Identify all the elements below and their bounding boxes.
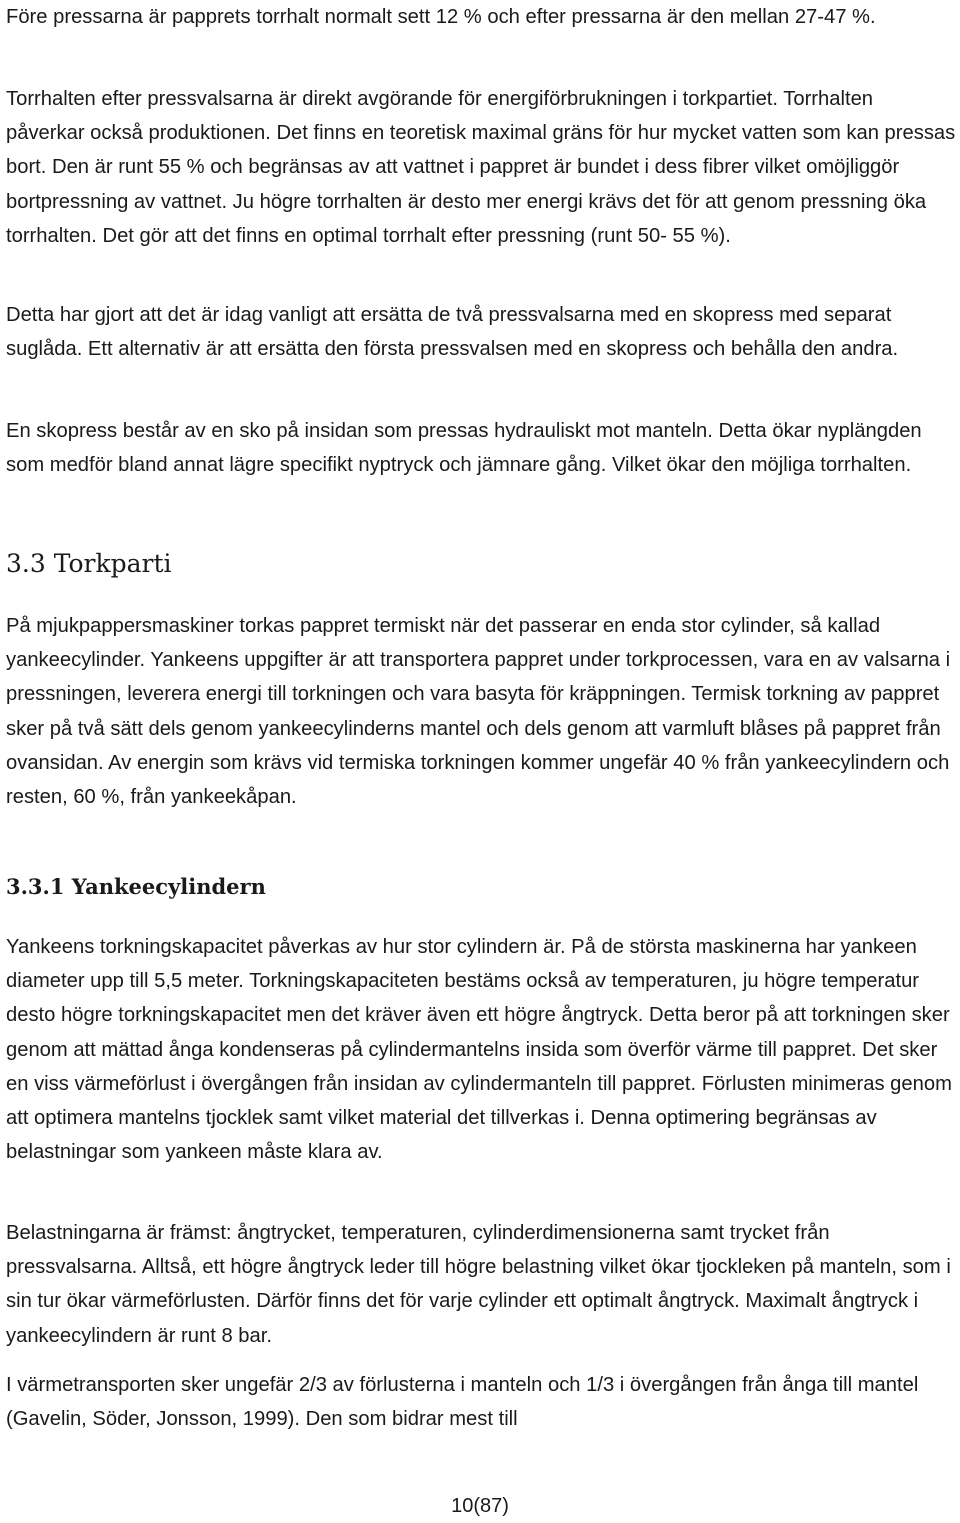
paragraph-shoe-press-replacement: Detta har gjort att det är idag vanligt att ersätta de två pressvalsarna med en skopress med separat suglåda. Ett alternativ är att ersätta den första pressvalsen med en skopress och behålla den andra.: [6, 304, 899, 361]
paragraph-shoe-press-description: En skopress består av en sko på insidan som pressas hydrauliskt mot manteln. Detta ökar nyplängden som medför bland annat lägre specifikt nyptryck och jämnare gång. Vilket ökar den möjliga torrhalten.: [6, 420, 922, 477]
paragraph-yankee-drying: På mjukpappersmaskiner torkas pappret termiskt när det passerar en enda stor cylinder, så kallad yankeecylinder. Yankeens uppgifter är att transportera pappret under torkprocessen, vara en av valsarna i pressningen, leverera energi till torkningen och vara basyta för kräppningen. Termisk torkning av pappret sker på två sätt dels genom yankeecylinderns mantel och dels genom att varmluft blåses på pappret från ovansidan. Av energin som krävs vid termiska torkningen kommer ungefär 40 % från yankeecylindern och resten, 60 %, från yankeekåpan.: [6, 615, 951, 809]
paragraph-heat-transport: I värmetransporten sker ungefär 2/3 av förlusterna i manteln och 1/3 i övergången från ånga till mantel (Gavelin, Söder, Jonsson, 1999). Den som bidrar mest till: [6, 1374, 919, 1431]
paragraph-yankee-capacity: Yankeens torkningskapacitet påverkas av hur stor cylindern är. På de största maskinerna har yankeen diameter upp till 5,5 meter. Torkningskapaciteten bestäms också av temperaturen, ju högre temperatur desto högre torkningskapacitet men det kräver även ett högre ångtryck. Detta beror på att torkningen sker genom att mättad ånga kondenseras på cylindermantelns insida som överför värme till pappret. Det sker en viss värmeförlust i övergången från insidan av cylindermanteln till pappret. Förlusten minimeras genom att optimera mantelns tjocklek samt vilket material det tillverkas i. Denna optimering begränsas av belastningar som yankeen måste klara av.: [6, 936, 952, 1164]
paragraph-dryness-after-press: Torrhalten efter pressvalsarna är direkt avgörande för energiförbrukningen i torkpartiet. Torrhalten påverkar också produktionen. Det finns en teoretisk maximal gräns för hur mycket vatten som kan pressas bort. Den är runt 55 % och begränsas av att vattnet i pappret är bundet i dess fibrer vilket omöjliggör bortpressning av vattnet. Ju högre torrhalten är desto mer energi krävs det för att genom pressning öka torrhalten. Det gör att det finns en optimal torrhalt efter pressning (runt 50- 55 %).: [6, 88, 956, 247]
subsection-heading-yankeecylindern: 3.3.1 Yankeecylindern: [6, 874, 266, 899]
paragraph-loads: Belastningarna är främst: ångtrycket, temperaturen, cylinderdimensionerna samt trycket från pressvalsarna. Alltså, ett högre ångtryck leder till högre belastning vilket ökar tjockleken på manteln, som i sin tur ökar värmeförlusten. Därför finns det för varje cylinder ett optimalt ångtryck. Maximalt ångtryck i yankeecylindern är runt 8 bar.: [6, 1222, 951, 1347]
paragraph-press-dryness-range: Före pressarna är papprets torrhalt normalt sett 12 % och efter pressarna är den mellan 27-47 %.: [6, 6, 876, 28]
section-heading-torkparti: 3.3 Torkparti: [6, 549, 172, 578]
page-number: 10(87): [451, 1495, 509, 1517]
